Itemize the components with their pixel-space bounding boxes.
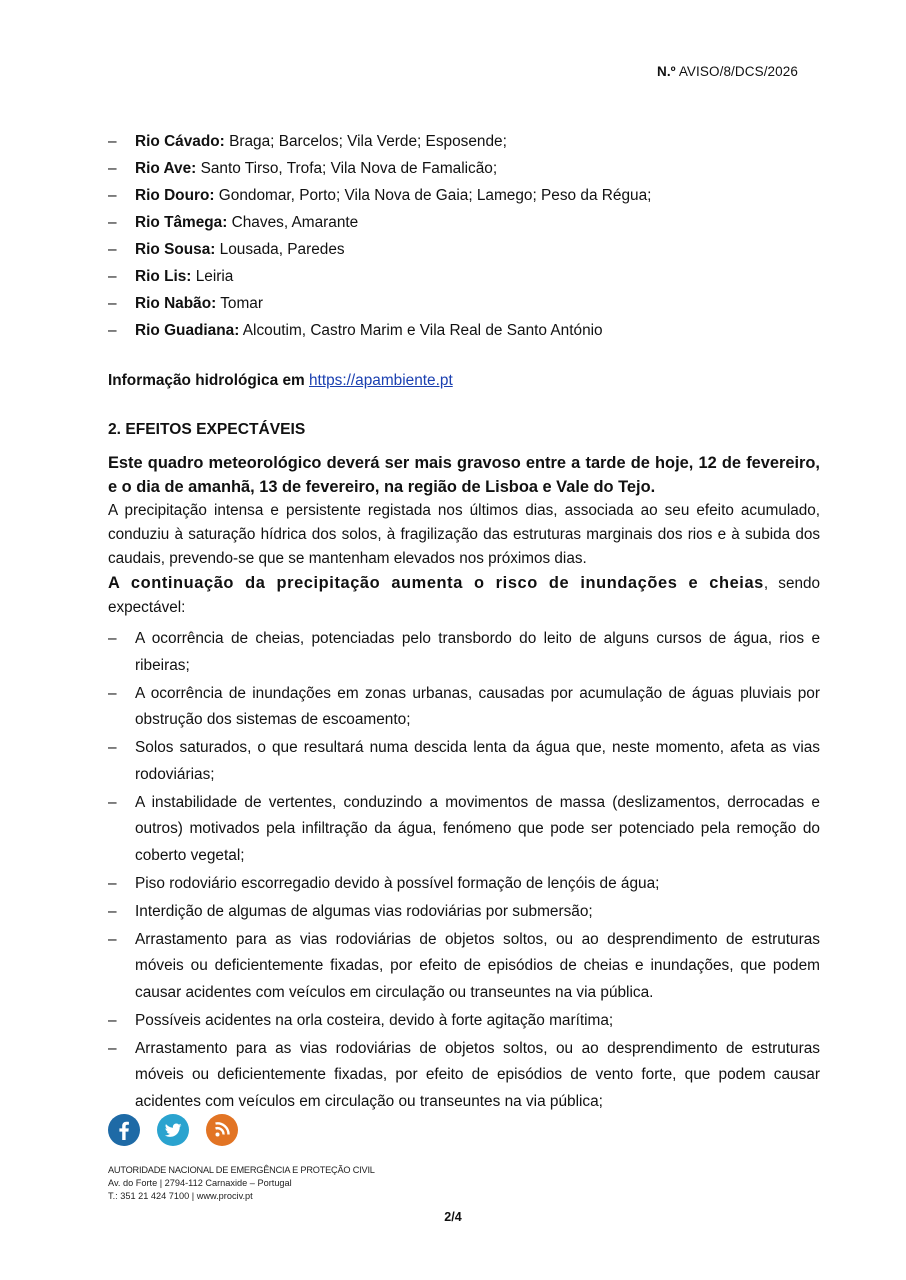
river-name: Rio Tâmega: [135, 214, 228, 231]
effect-item: – Interdição de algumas de algumas vias rodoviárias por submersão; [108, 899, 820, 927]
effect-item: – A instabilidade de vertentes, conduzindo a movimentos de massa (deslizamentos, derrocadas e outros) motivados pela infiltração da água, fenómeno que pode ser potenciado pela remoção do coberto vegetal; [108, 790, 820, 871]
river-places: Leiria [191, 268, 234, 285]
river-item [108, 236, 820, 263]
footer-address: Av. do Forte | 2794-112 Carnaxide – Portugal [108, 1178, 292, 1188]
page-number: 2/4 [444, 1210, 462, 1224]
river-name: Rio Cávado: [135, 133, 225, 150]
river-places: Santo Tirso, Trofa; Vila Nova de Famalicão; [196, 160, 498, 177]
section-lead: Este quadro meteorológico deverá ser mais gravoso entre a tarde de hoje, 12 de fevereiro, e o dia de amanhã, 13 de fevereiro, na região de Lisboa e Vale do Tejo. [108, 454, 820, 496]
reference-prefix: N.º [656, 64, 676, 79]
river-places: Lousada, Paredes [215, 241, 345, 258]
effect-item: – A ocorrência de inundações em zonas urbanas, causadas por acumulação de águas pluviais por obstrução dos sistemas de escoamento; [108, 681, 820, 736]
river-places: Braga; Barcelos; Vila Verde; Esposende; [224, 133, 507, 150]
effect-item: – Solos saturados, o que resultará numa descida lenta da água que, neste momento, afeta as vias rodoviárias; [108, 735, 820, 790]
social-links [108, 1114, 238, 1146]
footer-contact: T.: 351 21 424 7100 | www.prociv.pt [108, 1191, 253, 1201]
river-item [108, 209, 820, 236]
hydro-label: Informação hidrológica em [108, 372, 309, 389]
river-list [108, 128, 820, 344]
river-places: Tomar [216, 295, 263, 312]
effect-item: – Arrastamento para as vias rodoviárias de objetos soltos, ou ao desprendimento de estruturas móveis ou deficientemente fixadas, por efeito de episódios de cheias e inundações, que podem causar acidentes com veículos em circulação ou transeuntes na via pública. [108, 927, 820, 1008]
footer-organization: AUTORIDADE NACIONAL DE EMERGÊNCIA E PROTEÇÃO CIVIL [108, 1165, 375, 1175]
effect-item: – Piso rodoviário escorregadio devido à possível formação de lençóis de água; [108, 871, 820, 899]
river-item [108, 182, 820, 209]
river-item [108, 263, 820, 290]
apambiente-link[interactable]: https://apambiente.pt [308, 372, 453, 389]
section-title: 2. EFEITOS EXPECTÁVEIS [108, 421, 306, 438]
river-name: Rio Sousa: [135, 241, 216, 258]
effect-item: – Possíveis acidentes na orla costeira, devido à forte agitação marítima; [108, 1008, 820, 1036]
effect-item: – Arrastamento para as vias rodoviárias de objetos soltos, ou ao desprendimento de estruturas móveis ou deficientemente fixadas, por efeito de episódios de vento forte, que podem causar acidentes com veículos em circulação ou transeuntes na via pública; [108, 1036, 820, 1117]
river-name: Rio Douro: [135, 187, 215, 204]
river-item [108, 155, 820, 182]
facebook-icon[interactable] [108, 1114, 140, 1146]
rss-icon[interactable] [206, 1114, 238, 1146]
hydrological-info [108, 367, 820, 394]
river-name: Rio Guadiana: [135, 322, 240, 339]
risk-bold: A continuação da precipitação aumenta o risco de inundações e cheias [108, 574, 764, 592]
river-places: Gondomar, Porto; Vila Nova de Gaia; Lamego; Peso da Régua; [214, 187, 652, 204]
risk-statement [108, 571, 820, 620]
river-name: Rio Ave: [135, 160, 197, 177]
river-places: Chaves, Amarante [227, 214, 359, 231]
river-places: Alcoutim, Castro Marim e Vila Real de Santo António [239, 322, 603, 339]
main-content [108, 128, 820, 1117]
effect-item: – A ocorrência de cheias, potenciadas pelo transbordo do leito de alguns cursos de água, rios e ribeiras; [108, 626, 820, 681]
risk-rest: , sendo expectável: [108, 575, 820, 616]
twitter-icon[interactable] [157, 1114, 189, 1146]
document-reference [657, 64, 798, 79]
river-name: Rio Nabão: [135, 295, 217, 312]
river-item [108, 317, 820, 344]
river-item [108, 128, 820, 155]
reference-code: AVISO/8/DCS/2026 [678, 64, 798, 79]
river-name: Rio Lis: [135, 268, 192, 285]
section-paragraph: A precipitação intensa e persistente registada nos últimos dias, associada ao seu efeito acumulado, conduziu à saturação hídrica dos solos, à fragilização das estruturas marginais dos rios e à subida dos caudais, prevendo-se que se mantenham elevados nos próximos dias. [108, 502, 820, 567]
footer [108, 1164, 375, 1203]
effects-list [108, 626, 820, 1117]
river-item [108, 290, 820, 317]
